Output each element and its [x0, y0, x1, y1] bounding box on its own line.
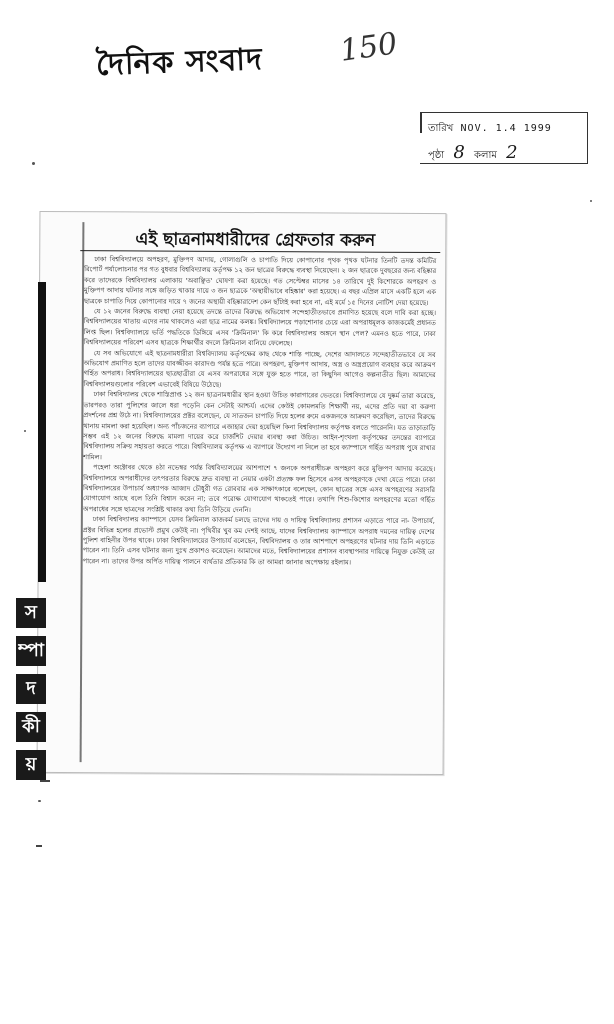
- stamp-column-value: 2: [506, 142, 518, 163]
- stamp-page-label: পৃষ্ঠা: [428, 150, 445, 161]
- editorial-label-tile: ম্পা: [16, 636, 46, 666]
- stamp-date-value: NOV. 1.4 1999: [460, 123, 552, 134]
- archive-stamp: [420, 112, 588, 164]
- editorial-label-tiles: [16, 598, 46, 788]
- editorial-label-tile: দ: [16, 674, 46, 704]
- article-paragraph: যে ১২ জনের বিরুদ্ধে ব্যবস্থা নেয়া হয়েছে তদন্তে তাদের বিরুদ্ধে অভিযোগ সন্দেহাতীতভাবে প্রমাণিত হয়েছে বলে দাবি করা হচ্ছে। বিশ্ববিদ্যালয়ের খাতায় এদের নাম থাকলেও এরা ছাত্র নামের কলঙ্ক। বিশ্ববিদ্যালয়ে পড়াশোনার চেয়ে এরা অপরাধমূলক কাজকর্মেই প্রধানত লিপ্ত ছিল। বিশ্ববিদ্যালয়ে ভর্তি পদ্ধতিকে ডিঙ্গিয়ে এসব 'ক্রিমিনাল' কি করে বিশ্ববিদ্যালয় অঙ্গনে স্থান পেল? এমনও হতে পারে, ঢাকা বিশ্ববিদ্যালয়ের পরিবেশ এসব ছাত্রকে শিক্ষার্থীর বদলে ক্রিমিনাল বানিয়ে ফেলেছে।: [83, 307, 436, 348]
- stamp-page-value: 8: [453, 142, 465, 163]
- stamp-page-row: [428, 142, 579, 165]
- article-paragraph: ঢাকা বিশ্ববিদ্যালয়ে অপহরণ, মুক্তিপণ আদায়, গোলাগুলি ও চাপাতি দিয়ে কোপানোর পৃথক পৃথক ঘটনার তিনটি তদন্ত কমিটির রিপোর্ট পর্যালোচনার পর গত বুধবার বিশ্ববিদ্যালয় কর্তৃপক্ষ ১২ জন ছাত্রের বিরুদ্ধে ব্যবস্থা নিয়েছেন। ২ জন ছাত্রকে দুবছরের জন্য বহিষ্কার করে তাদেরকে বিশ্ববিদ্যালয় এলাকায় 'অবাঞ্ছিত' ঘোষণা করা হয়েছে। গত সেপ্টেম্বর মাসের ১৪ তারিখে দুই কিশোরকে অপহরণ ও মুক্তিপণ আদায় ঘটনার সঙ্গে জড়িত থাকার দায়ে ৩ জন ছাত্রকে 'অস্থায়ীভাবে বহিষ্কার' করা হয়েছে। এ বছর এপ্রিল মাসে একটি হলে এক ছাত্রকে চাপাতি দিয়ে কোপানোর দায়ে ৭ জনের অস্থায়ী বহিষ্কারাদেশ কেন ছাঁটাই করা হবে না, এই মর্মে ১৫ দিনের নোটিশ দেয়া হয়েছে।: [83, 255, 437, 307]
- handwritten-page-number: 150: [337, 26, 400, 69]
- stamp-date-row: [428, 121, 579, 138]
- editorial-sidebar-bar: [38, 282, 46, 582]
- article-paragraph: যে সব অভিযোগে এই ছাত্রনামধারীরা বিশ্ববিদ্যালয় কর্তৃপক্ষের কাছ থেকে শাস্তি পাচ্ছে, দেশের আদালতে সন্দেহাতীতভাবে যে সব অভিযোগ প্রমাণিত হলে তাদের যাবজ্জীবন কারাদণ্ড পর্যন্ত হতে পারে। অপহরণ, মুক্তিপণ আদায়, অস্ত্র ও অস্ত্রপ্রয়োগ ব্যবহার করে আক্রমণ গর্হিত অপরাধ। বিশ্ববিদ্যালয়ের ছাত্রছাত্রীরা যে এসব অপরাধের সঙ্গে যুক্ত হতে পারে, তা কিছুদিন আগেও কল্পনাতীত ছিল। আমাদের বিশ্ববিদ্যালয়গুলোর পরিবেশ এভাবেই বিষিয়ে উঠেছে।: [83, 348, 436, 389]
- scan-speck: [24, 430, 26, 432]
- stamp-date-label: তারিখ: [428, 123, 454, 134]
- article-paragraph: ঢাকা বিশ্ববিদ্যালয় ক্যাম্পাসে যেসব ক্রিমিনাল কাজকর্ম চলছে তাদের দায় ও দায়িত্ব বিশ্ববিদ্যালয় প্রশাসন এড়াতে পারে না- উপাচার্য, প্রক্টর বিভিন্ন হলের প্রভোস্ট প্রমুখ কেউই না। পৃথিবীর খুব কম দেশই আছে, যাদের বিশ্ববিদ্যালয় ক্যাম্পাসে অপরাধ দমনের দায়িত্ব দেশের পুলিশ বাহিনীর উপর থাকে। ঢাকা বিশ্ববিদ্যালয়ের উপাচার্য বলেছেন, বিশ্ববিদ্যালয় ও তার আশপাশে অপহরণের ঘটনার দায় তিনি এড়াতে পারেন না। তিনি এসব ঘটনার জন্য দুঃখ প্রকাশও করেছেন। আমাদের মতে, বিশ্ববিদ্যালয়ের প্রশাসন ব্যবস্থাপনার দায়িত্বে নিযুক্ত কেউই তা পারেন না। তাদের উপর অর্পিত দায়িত্ব পালনে ব্যর্থতার প্রতিকার কি তা আমরা জানার অপেক্ষায় রইলাম।: [82, 515, 435, 567]
- editorial-label-tile: কী: [16, 712, 46, 742]
- scan-mark: [36, 845, 42, 847]
- scan-speck: [590, 200, 592, 202]
- editorial-label-tile: য়: [16, 750, 46, 780]
- scan-mark: [40, 780, 50, 782]
- newspaper-clipping: [37, 211, 447, 775]
- stamp-column-label: কলাম: [474, 150, 497, 161]
- article-paragraph: ঢাকা বিশ্ববিদ্যালয় থেকে শাস্তিপ্রাপ্ত ১২ জন ছাত্রনামধারীর স্থান হওয়া উচিত কারাগারের ভেতরে। বিশ্ববিদ্যালয়ে যে দুষ্কর্ম তারা করেছে, তারপরও তারা পুলিশের জালে ধরা পড়েনি কেন সেটাই আশ্চর্য। এদের কেউই কোমলমতি শিক্ষার্থী নয়, এদের প্রতি দয়া বা করুণা প্রদর্শনের প্রশ্ন উঠে না। বিশ্ববিদ্যালয়ের প্রক্টর বলেছেন, যে সাতজন চাপাতি দিয়ে হলের রুমে একজনকে আক্রমণ করেছিল, তাদের বিরুদ্ধে থানায় মামলা করা হয়েছিল। অন্য পাঁচজনের ব্যাপারে এজাহার দেয়া হয়েছিল কিনা বিশ্ববিদ্যালয় কর্তৃপক্ষ বলতে পারেননি। যত তাড়াতাড়ি সম্ভব এই ১২ জনের বিরুদ্ধে মামলা দায়ের করে চার্জশিট দেয়ার ব্যবস্থা করা উচিত। আইন-শৃংখলা কর্তৃপক্ষের তদন্তের ব্যাপারে বিশ্ববিদ্যালয় সক্রিয় সহায়তা করতে পারে। বিশ্ববিদ্যালয় কর্তৃপক্ষ এ ব্যাপারে উদ্যোগ না নিলে তা হবে ক্যাম্পাসে গর্হিত অপরাধ পুষে রাখার শামিল।: [83, 390, 436, 461]
- article-body: [83, 254, 437, 568]
- scan-speck: [32, 162, 35, 165]
- editorial-label-tile: স: [16, 598, 46, 628]
- scan-speck: [38, 800, 41, 802]
- article-paragraph: পহেলা অক্টোবর থেকে ৪ঠা নভেম্বর পর্যন্ত বিশ্ববিদ্যালয়ের আশপাশে ৭ জনকে অপরাধীচক্র অপহরণ করে মুক্তিপণ আদায় করেছে। বিশ্ববিদ্যালয়ে অপরাধীদের তৎপরতার বিরুদ্ধে দ্রুত ব্যবস্থা না নেয়ার একটা প্রত্যক্ষ ফল হিসেবে এসব অপহরণকে দেখা যেতে পারে। ঢাকা বিশ্ববিদ্যালয়ের উপাচার্য অধ্যাপক আজাদ চৌধুরী গত রোববার এক সাক্ষাৎকারে বলেছেন, কোন ছাত্রের সঙ্গে এসব অপহরণের সরাসরি যোগাযোগ আছে বলে তিনি বিশ্বাস করেন না; তবে পরোক্ষ যোগাযোগ থাকতেই পারে। তথাপি শিশু-কিশোর অপহরণের মতো গর্হিত অপরাধের সঙ্গে ছাত্রদের সংশ্লিষ্ট থাকার কথা তিনি উড়িয়ে দেননি।: [82, 463, 436, 514]
- newspaper-masthead: দৈনিক সংবাদ: [95, 42, 264, 83]
- article-headline: এই ছাত্রনামধারীদের গ্রেফতার করুন: [135, 229, 376, 251]
